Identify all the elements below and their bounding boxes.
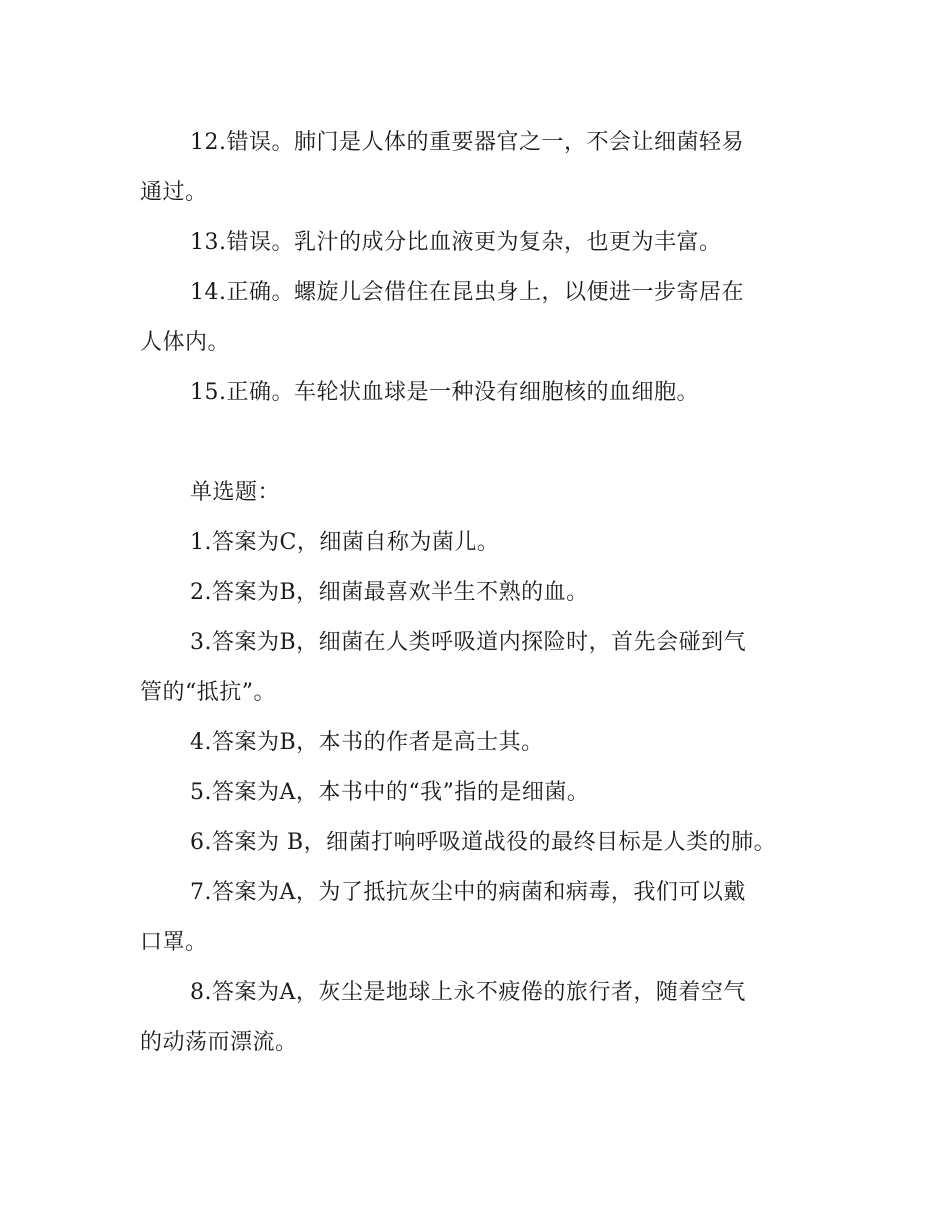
- paragraph-line: 3.答案为B，细菌在人类呼吸道内探险时，首先会碰到气: [190, 630, 747, 655]
- section-heading-text: 单选题：: [190, 480, 281, 505]
- paragraph-line-continued: 口罩。: [140, 930, 208, 955]
- paragraph-line: 5.答案为A，本书中的“我”指的是细菌。: [190, 780, 590, 805]
- document-body: [140, 118, 830, 1068]
- choice-answer-4: [140, 718, 830, 768]
- paragraph-line: 4.答案为B，本书的作者是高士其。: [190, 730, 544, 755]
- paragraph-line: 15.正确。车轮状血球是一种没有细胞核的血细胞。: [190, 380, 699, 405]
- answer-paragraph-12: [140, 118, 830, 218]
- paragraph-line: 8.答案为A，灰尘是地球上永不疲倦的旅行者，随着空气: [190, 980, 746, 1005]
- choice-answer-5: [140, 768, 830, 818]
- paragraph-line-continued: 人体内。: [140, 330, 231, 355]
- paragraph-line: 14.正确。螺旋儿会借住在昆虫身上，以便进一步寄居在: [190, 280, 744, 305]
- paragraph-line: 6.答案为 B，细菌打响呼吸道战役的最终目标是人类的肺。: [190, 830, 777, 855]
- choice-answer-3: [140, 618, 830, 718]
- section-heading-single-choice: [140, 468, 830, 518]
- paragraph-line-continued: 管的“抵抗”。: [140, 680, 276, 705]
- answer-paragraph-14: [140, 268, 830, 368]
- paragraph-line: 2.答案为B，细菌最喜欢半生不熟的血。: [190, 580, 589, 605]
- paragraph-line: 12.错误。肺门是人体的重要器官之一，不会让细菌轻易: [190, 130, 744, 155]
- choice-answer-7: [140, 868, 830, 968]
- section-gap: [140, 418, 830, 468]
- paragraph-line: 1.答案为C，细菌自称为菌儿。: [190, 530, 500, 555]
- paragraph-line-continued: 通过。: [140, 180, 208, 205]
- answer-paragraph-15: [140, 368, 830, 418]
- choice-answer-1: [140, 518, 830, 568]
- paragraph-line: 13.错误。乳汁的成分比血液更为复杂，也更为丰富。: [190, 230, 722, 255]
- paragraph-line: 7.答案为A，为了抵抗灰尘中的病菌和病毒，我们可以戴: [190, 880, 746, 905]
- choice-answer-6: [140, 818, 830, 868]
- choice-answer-8: [140, 968, 830, 1068]
- choice-answer-2: [140, 568, 830, 618]
- answer-paragraph-13: [140, 218, 830, 268]
- paragraph-line-continued: 的动荡而漂流。: [140, 1030, 298, 1055]
